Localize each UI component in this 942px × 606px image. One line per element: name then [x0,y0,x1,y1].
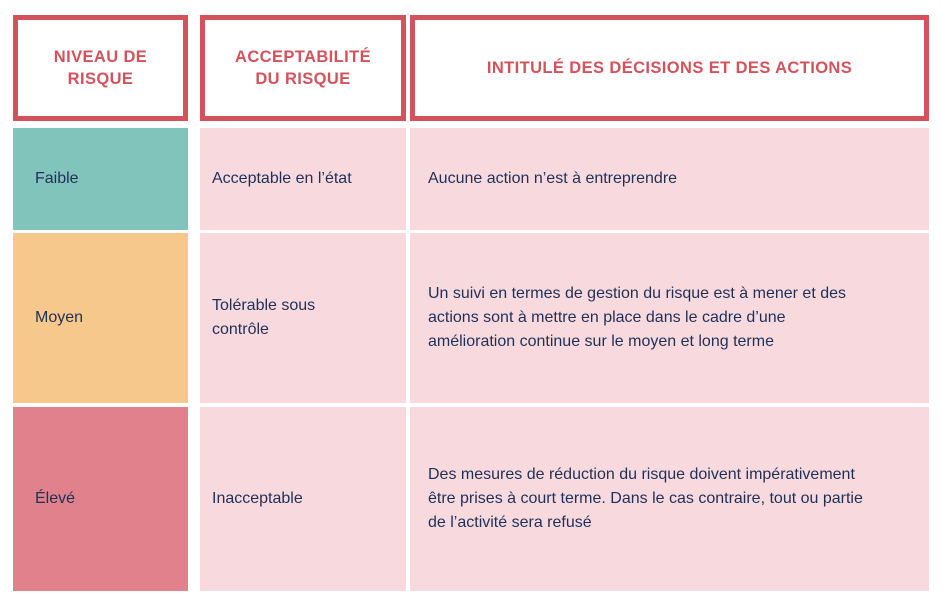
header-risk-level [13,15,188,121]
level-label-high: Élevé [35,490,76,507]
acceptability-text-low: Acceptable en l’état [212,170,352,187]
acceptability-text-medium: Tolérable sous contrôle [212,297,316,338]
acceptability-cell-medium [200,233,406,403]
header-risk-level-label: NIVEAU DE RISQUE [53,47,148,88]
header-decisions-actions [410,15,929,121]
table-row-medium [13,233,942,403]
header-risk-acceptability-label: ACCEPTABILITÉ DU RISQUE [235,47,371,88]
action-text-medium: Un suivi en termes de gestion du risque est à mener et des actions sont à mettre en place dans le cadre d’une amélioration continue sur le moyen et long terme [428,285,846,350]
acceptability-cell-high [200,407,406,591]
table-row-high [13,407,942,591]
table-header-row [13,15,942,121]
header-decisions-actions-label: INTITULÉ DES DÉCISIONS ET DES ACTIONS [486,58,853,77]
level-label-medium: Moyen [35,309,84,326]
acceptability-text-high: Inacceptable [212,490,303,507]
action-cell-medium [410,233,929,403]
action-cell-high [410,407,929,591]
level-cell-high [13,407,188,591]
action-text-low: Aucune action n’est à entreprendre [428,170,678,187]
header-risk-acceptability [200,15,406,121]
acceptability-cell-low [200,128,406,230]
level-cell-medium [13,233,188,403]
table-row-low [13,128,942,230]
level-cell-low [13,128,188,230]
action-cell-low [410,128,929,230]
level-label-low: Faible [35,170,79,187]
action-text-high: Des mesures de réduction du risque doivent impérativement être prises à court terme. Dans le cas contraire, tout ou partie de l’activité sera refusé [428,466,863,531]
